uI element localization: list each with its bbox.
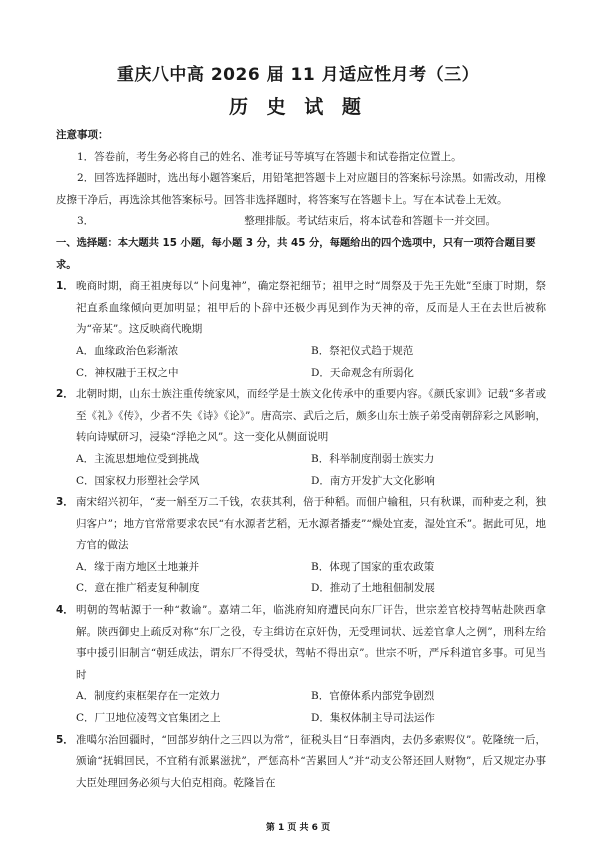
question-5 [56, 730, 546, 795]
option-b: B．祭祀仪式趋于规范 [311, 344, 414, 357]
option-c: C．国家权力形塑社会学风 [76, 474, 200, 487]
option-a: A．血缘政治色彩渐浓 [76, 344, 179, 357]
question-2 [56, 384, 546, 449]
question-3 [56, 492, 546, 557]
question-stem: 北朝时期，山东士族注重传统家风，而经学是士族文化传承中的重要内容。《颜氏家训》记载“多者或至《礼》《传》，少者不失《诗》《论》”。唐高宗、武后之后，颇多山东士族子弟受南朝辞彩之风影响，转向诗赋研习，浸染“浮艳之风”。这一变化从侧面说明 [76, 388, 546, 444]
option-c: C．神权融于王权之中 [76, 366, 179, 379]
options-row [56, 471, 546, 493]
exam-title: 重庆八中高 2026 届 11 月适应性月考（三） [116, 65, 480, 85]
question-number: 1． [56, 280, 74, 293]
option-c: C．意在推广稻麦复种制度 [76, 582, 200, 595]
note-item-3-number: 3． [77, 215, 95, 228]
option-d: D．推动了土地租佃制发展 [311, 582, 435, 595]
question-1 [56, 276, 546, 341]
note-item-1: 1．答卷前，考生务必将自己的姓名、准考证号等填写在答题卡和试卷指定位置上。 [77, 150, 462, 163]
options-row [56, 341, 546, 363]
exam-content [56, 125, 546, 794]
option-a: A．缘于南方地区土地兼并 [76, 560, 200, 573]
exam-subject-title: 历 史 试 题 [229, 96, 367, 118]
options-row [56, 708, 546, 730]
options-row [56, 578, 546, 600]
option-d: D．天命观念有所弱化 [311, 366, 414, 379]
question-number: 3． [56, 496, 74, 509]
note-item-3 [56, 211, 546, 233]
options-row [56, 557, 546, 579]
question-number: 4． [56, 604, 74, 617]
option-a: A．制度约束框架存在一定效力 [76, 690, 221, 703]
question-stem: 南宋绍兴初年，“麦一斛至万二千钱，农获其利，倍于种稻。而佃户输租，只有秋课，而种麦之利，独归客户”；地方官常常要求农民“有水源者艺稻，无水源者播麦”“燥处宜麦，湿处宜禾”。据此可见，地方官的做法 [76, 496, 546, 552]
section-heading-choice: 一、选择题：本大题共 15 小题，每小题 3 分，共 45 分，每题给出的四个选项中，只有一项符合题目要求。 [56, 236, 536, 271]
option-a: A．主流思想地位受到挑战 [76, 452, 200, 465]
page-footer: 第 1 页 共 6 页 [265, 823, 331, 833]
question-number: 5． [56, 733, 74, 746]
options-row [56, 363, 546, 385]
options-row [56, 686, 546, 708]
note-item-3-text: 整理排版。考试结束后，将本试卷和答题卡一并交回。 [244, 215, 497, 228]
option-d: D．集权体制主导司法运作 [311, 712, 435, 725]
option-b: B．科举制度削弱士族实力 [311, 452, 435, 465]
question-stem: 晚商时期，商王祖庚每以“卜问鬼神”，确定祭祀细节；祖甲之时“周祭及于先王先妣”至康丁时期，祭祀直系血缘倾向更加明显；祖甲后的卜辞中还极少再见到作为天神的帝，反而是人王在去世后被称为“帝某”。这反映商代晚期 [76, 280, 546, 336]
option-c: C．厂卫地位凌驾文官集团之上 [76, 712, 221, 725]
question-stem: 准噶尔治回疆时，“回部岁纳什之三四以为常”，征税头目“日奉酒肉，去仍多索赆仪”。乾隆统一后，颁谕“抚辑回民，不宜稍有派累滋扰”，严惩高朴“苦累回人”并“动支公帑还回人财物”，后又规定办事大臣处理回务必须与大伯克相商。乾隆旨在 [76, 733, 546, 789]
options-row [56, 449, 546, 471]
question-number: 2． [56, 388, 74, 401]
notes-heading: 注意事项： [56, 129, 109, 141]
option-b: B．体现了国家的重农政策 [311, 560, 435, 573]
option-d: D．南方开发扩大文化影响 [311, 474, 435, 487]
note-item-2: 2．回答选择题时，选出每小题答案后，用铅笔把答题卡上对应题目的答案标号涂黑。如需改动，用橡皮擦干净后，再选涂其他答案标号。回答非选择题时，将答案写在答题卡上。写在本试卷上无效。 [56, 172, 546, 206]
question-stem: 明朝的驾帖源于一种“救谕”。嘉靖二年，临洮府知府遭民向东厂讦告，世宗差官校持驾帖赴陕西拿解。陕西御史上疏反对称“东厂之役，专主缉访在京奸伪，无受理词状、远差官拿人之例”，刑科左给事中援引旧制言“朝廷成法，谓东厂不得受状，驾帖不得出京”。世宗不听，严斥科道官多事。可见当时 [76, 604, 546, 681]
question-4 [56, 600, 546, 686]
option-b: B．官僚体系内部党争剧烈 [311, 690, 435, 703]
